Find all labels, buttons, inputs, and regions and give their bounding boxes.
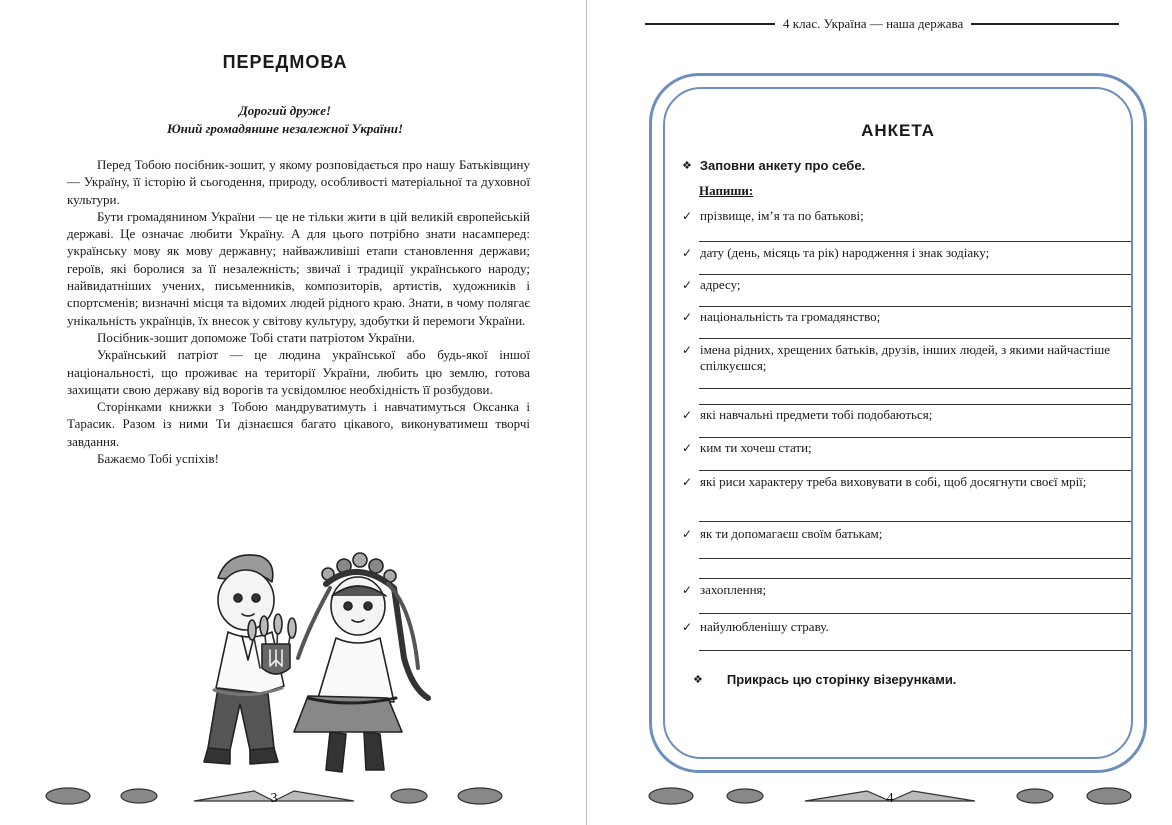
diamond-bullet-icon: ❖	[693, 674, 703, 686]
question-item	[682, 619, 1132, 635]
preface-paragraph: Бути громадянином України — це не тільки жити в цій великій європейській державі. Це означає любити Україну. А для цього потрібно знати насамперед: українську мову як мову державну; найважливіші етапи становлення держави; героїв, які боролися за її незалежність; звичаї і традиції українського народу; найвидатніших учених, письменників, композиторів, артистів, художників і спортсменів; визначні місця та відомих людей рідного краю. Знати, в чому полягає унікальність українців, їх внесок у світову культуру, здобутки й перемоги України.	[67, 208, 530, 328]
question-item	[682, 440, 1132, 456]
question-item	[682, 245, 1132, 261]
answer-line[interactable]	[699, 578, 1131, 579]
checkmark-icon: ✓	[682, 246, 693, 260]
footer-ornament	[645, 783, 1135, 809]
children-illustration	[198, 548, 438, 784]
question-text: адресу;	[700, 277, 741, 292]
checkmark-icon: ✓	[682, 475, 693, 489]
answer-line[interactable]	[699, 521, 1131, 522]
page-number: 3	[270, 791, 278, 806]
checkmark-icon: ✓	[682, 620, 693, 634]
preface-title: ПЕРЕДМОВА	[222, 52, 348, 72]
question-text: як ти допомагаєш своїм батькам;	[700, 526, 883, 541]
preface-paragraph: Перед Тобою посібник-зошит, у якому розповідається про нашу Батьківщину — Україну, її історію й сьогодення, природу, особливості матеріальної та духовної культури.	[67, 157, 530, 207]
answer-line[interactable]	[699, 470, 1131, 471]
preface-paragraph: Посібник-зошит допоможе Тобі стати патріотом України.	[97, 329, 415, 345]
question-text: прізвище, ім’я та по батькові;	[700, 208, 864, 223]
running-header	[645, 16, 1119, 32]
fill-instruction	[682, 158, 865, 173]
question-item	[682, 309, 1132, 325]
greeting-line-2: Юний громадянине незалежної України!	[166, 121, 404, 136]
greeting-line-1: Дорогий друже!	[238, 103, 332, 118]
answer-line[interactable]	[699, 241, 1131, 242]
question-text: дату (день, місяць та рік) народження і знак зодіаку;	[700, 245, 990, 260]
write-label: Напиши:	[699, 183, 754, 198]
preface-paragraph: Бажаємо Тобі успіхів!	[97, 451, 219, 467]
checkmark-icon: ✓	[682, 441, 693, 455]
fill-instruction-text: Заповни анкету про себе.	[699, 158, 866, 173]
question-text: захоплення;	[700, 582, 767, 597]
question-text: які навчальні предмети тобі подобаються;	[700, 407, 933, 422]
answer-line[interactable]	[699, 437, 1131, 438]
header-rule	[971, 23, 1119, 25]
preface-body	[67, 156, 530, 467]
answer-line[interactable]	[699, 613, 1131, 614]
footer-ornament	[44, 783, 504, 809]
question-item	[682, 582, 1132, 598]
answer-line[interactable]	[699, 558, 1131, 559]
preface-paragraph: Український патріот — це людина української або будь-якої іншої національності, що проживає на території України, любить цю землю, готова захищати свою державу від ворогів та усвідомлює необхідність її розбудови.	[67, 347, 530, 397]
decorate-instruction	[693, 672, 956, 687]
answer-line[interactable]	[699, 306, 1131, 307]
answer-line[interactable]	[699, 274, 1131, 275]
checkmark-icon: ✓	[682, 527, 693, 541]
question-text: національність та громадянство;	[700, 309, 881, 324]
answer-line[interactable]	[699, 650, 1131, 651]
question-item	[682, 342, 1132, 374]
question-item	[682, 474, 1132, 490]
question-item	[682, 407, 1132, 423]
decorate-instruction-text: Прикрась цю сторінку візерунками.	[726, 672, 957, 687]
page-number: 4	[886, 791, 894, 806]
answer-line[interactable]	[699, 404, 1131, 405]
checkmark-icon: ✓	[682, 583, 693, 597]
diamond-bullet-icon: ❖	[682, 160, 692, 172]
right-page	[587, 0, 1172, 825]
checkmark-icon: ✓	[682, 408, 693, 422]
preface-paragraph: Сторінками книжки з Тобою мандруватимуть і навчатимуться Оксанка і Тарасик. Разом із ними Ти дізнаєшся багато цікавого, виконуватимеш творчі завдання.	[67, 399, 530, 449]
question-item	[682, 526, 1132, 542]
running-header-title: 4 клас. Україна — наша держава	[783, 16, 964, 31]
question-text: найулюбленішу страву.	[700, 619, 829, 634]
checkmark-icon: ✓	[682, 310, 693, 324]
checkmark-icon: ✓	[682, 209, 693, 223]
checkmark-icon: ✓	[682, 278, 693, 292]
answer-line[interactable]	[699, 388, 1131, 389]
question-item	[682, 277, 1132, 293]
question-text: які риси характеру треба виховувати в собі, щоб досягнути своєї мрії;	[700, 474, 1087, 489]
header-rule	[645, 23, 775, 25]
question-text: імена рідних, хрещених батьків, друзів, інших людей, з якими найчастіше спілкуєшся;	[700, 342, 1111, 373]
question-item	[682, 208, 1132, 224]
question-text: ким ти хочеш стати;	[700, 440, 812, 455]
checkmark-icon: ✓	[682, 343, 693, 357]
answer-line[interactable]	[699, 338, 1131, 339]
questionnaire-title: АНКЕТА	[861, 121, 935, 140]
